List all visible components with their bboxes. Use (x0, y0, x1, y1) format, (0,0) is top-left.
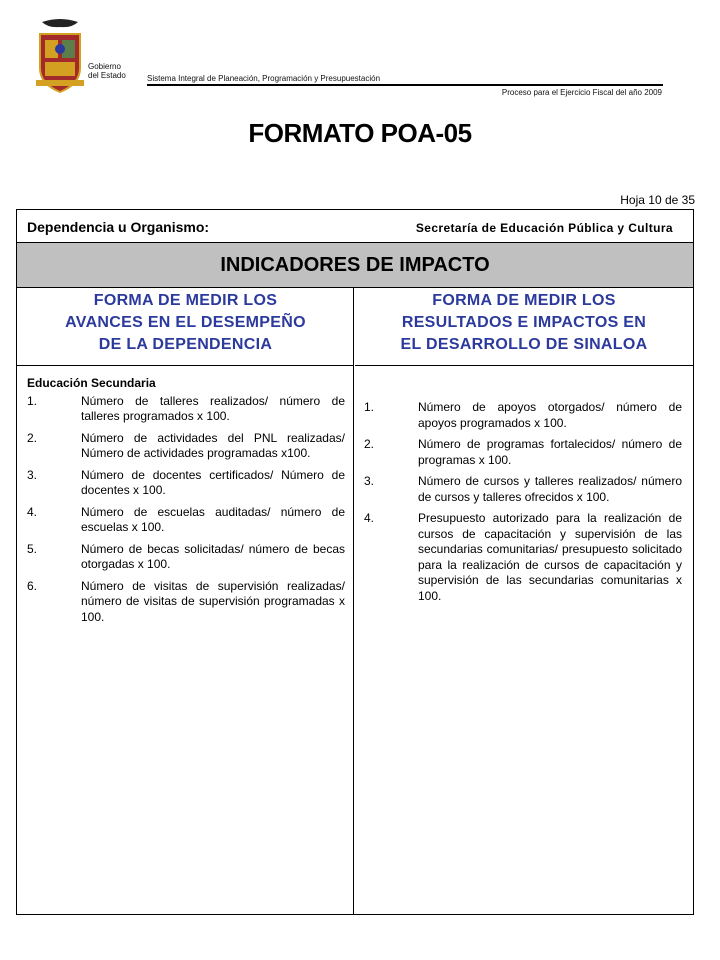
list-item (27, 394, 345, 425)
dependencia-row (17, 210, 693, 243)
left-heading-line2: AVANCES EN EL DESEMPEÑO (65, 314, 306, 331)
item-number: 6. (27, 578, 38, 593)
dependencia-label: Dependencia u Organismo: (27, 219, 210, 235)
list-item (27, 542, 345, 573)
list-item (27, 468, 345, 499)
item-text: Número de escuelas auditadas/ número de escuelas x 100. (81, 504, 345, 534)
list-item (27, 505, 345, 536)
left-subheading: Educación Secundaria (27, 376, 156, 390)
item-number: 3. (27, 467, 38, 482)
item-text: Presupuesto autorizado para la realización de cursos de capacitación y supervisión de las secundarias comunitarias/ presupuesto solicitado para la realización de cursos de capacitación y supervisión de las secundarias comunitarias x 100. (418, 511, 682, 603)
section-title: INDICADORES DE IMPACTO (17, 243, 693, 288)
system-name: Sistema Integral de Planeación, Programación y Presupuestación (147, 74, 381, 83)
page-indicator: Hoja 10 de 35 (620, 193, 695, 207)
left-column-heading (17, 288, 354, 366)
item-number: 2. (27, 430, 38, 445)
header-divider (147, 84, 663, 86)
column-divider (353, 288, 354, 914)
item-number: 3. (364, 474, 375, 488)
item-number: 1. (364, 400, 375, 414)
item-text: Número de cursos y talleres realizados/ número de cursos y talleres ofrecidos x 100. (418, 474, 682, 504)
left-indicator-list (27, 394, 345, 626)
right-heading-line2: RESULTADOS E IMPACTOS EN (401, 314, 647, 331)
item-number: 1. (27, 393, 38, 408)
list-item (364, 511, 682, 604)
dependencia-value: Secretaría de Educación Pública y Cultura (415, 221, 673, 235)
list-item (364, 437, 682, 468)
list-item (27, 579, 345, 626)
item-text: Número de actividades del PNL realizadas/ Número de actividades programadas x100. (81, 430, 345, 460)
item-number: 4. (27, 504, 38, 519)
right-column-body (364, 400, 682, 610)
list-item (364, 400, 682, 431)
state-seal-logo (36, 18, 84, 96)
item-text: Número de apoyos otorgados/ número de apoyos programados x 100. (418, 400, 682, 430)
fiscal-process: Proceso para el Ejercicio Fiscal del año 2009 (501, 88, 662, 97)
left-heading-line3: DE LA DEPENDENCIA (98, 336, 273, 353)
gobierno-label (88, 62, 126, 80)
right-column-heading (355, 288, 693, 366)
item-number: 4. (364, 511, 375, 525)
item-text: Número de talleres realizados/ número de talleres programados x 100. (81, 393, 345, 423)
list-item (364, 474, 682, 505)
right-indicator-list (364, 400, 682, 604)
left-heading-line1: FORMA DE MEDIR LOS (93, 292, 278, 309)
list-item (27, 431, 345, 462)
right-heading-line3: EL DESARROLLO DE SINALOA (400, 336, 648, 353)
item-text: Número de programas fortalecidos/ número de programas x 100. (418, 437, 682, 467)
item-number: 2. (364, 437, 375, 451)
item-text: Número de becas solicitadas/ número de becas otorgadas x 100. (81, 541, 345, 571)
left-column-body (27, 376, 345, 631)
gobierno-line2: del Estado (88, 71, 126, 80)
item-number: 5. (27, 541, 38, 556)
right-heading-line1: FORMA DE MEDIR LOS (432, 292, 616, 309)
page-title: FORMATO POA-05 (248, 118, 472, 148)
item-text: Número de visitas de supervisión realizadas/ número de visitas de supervisión programadas x 100. (81, 578, 345, 624)
item-text: Número de docentes certificados/ Número de docentes x 100. (81, 467, 345, 497)
gobierno-line1: Gobierno (88, 62, 121, 71)
indicators-table (16, 209, 694, 915)
